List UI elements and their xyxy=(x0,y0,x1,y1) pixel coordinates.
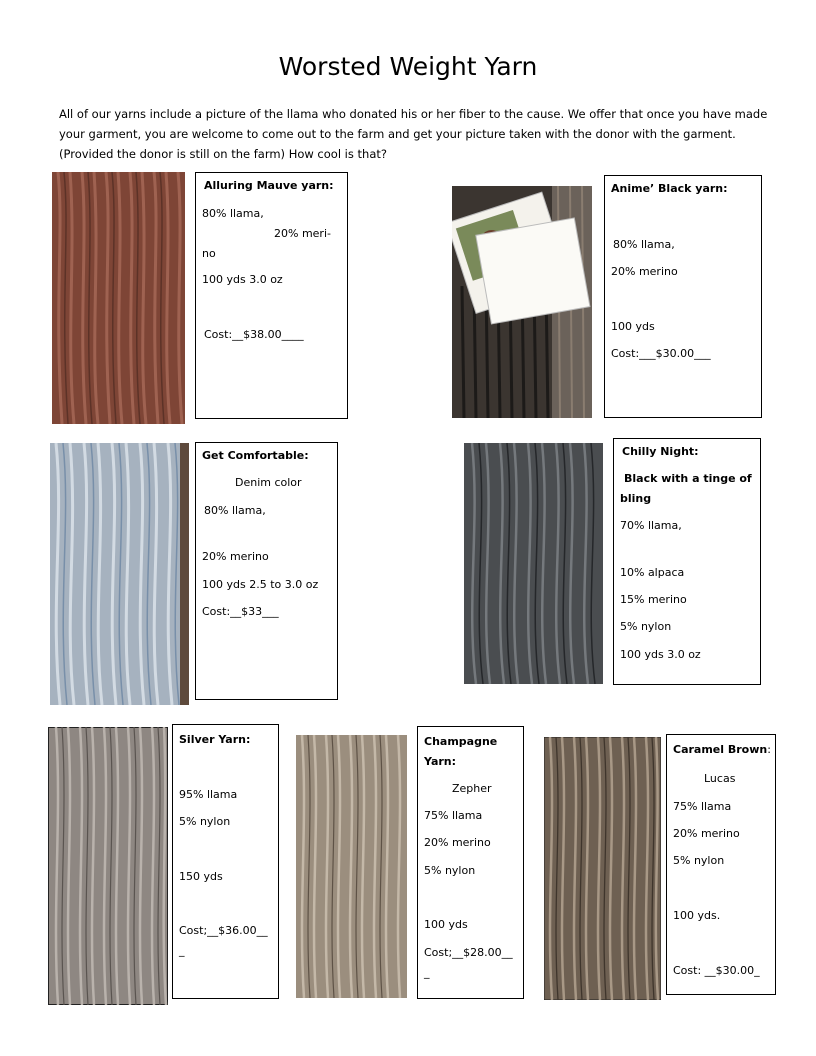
yarn-name: Chilly Night: xyxy=(622,445,699,458)
fiber-line: 20% merino xyxy=(202,550,269,563)
donor-name: Lucas xyxy=(704,772,736,785)
black-info-box xyxy=(604,175,762,418)
yarn-name-colon: : xyxy=(767,743,771,756)
fiber-line: 70% llama, xyxy=(620,519,682,532)
yardage-line: 150 yds xyxy=(179,870,223,883)
yarn-name: Alluring Mauve yarn: xyxy=(204,179,334,192)
cost-line: Cost;__$28.00__ xyxy=(424,946,513,959)
comfortable-info-box xyxy=(195,442,338,700)
mauve-info-box xyxy=(195,172,348,419)
fiber-line: 5% nylon xyxy=(179,815,231,828)
silver-yarn-photo xyxy=(48,727,168,1005)
fiber-line: 80% llama, xyxy=(613,238,675,251)
yarn-name: Get Comfortable: xyxy=(202,449,309,462)
yarn-name: Champagne xyxy=(424,735,498,748)
cost-line: Cost:__$33___ xyxy=(202,605,279,618)
cost-line: Cost:__$38.00____ xyxy=(204,328,304,341)
fiber-line: no xyxy=(202,247,216,260)
fiber-line: 5% nylon xyxy=(673,854,725,867)
fiber-line: 80% llama, xyxy=(202,207,264,220)
cost-line: Cost;__$36.00__ xyxy=(179,924,268,937)
page-title: Worsted Weight Yarn xyxy=(278,52,538,81)
fiber-line: 20% merino xyxy=(673,827,740,840)
yardage-line: 100 yds xyxy=(424,918,468,931)
cost-line: Cost: __$30.00_ xyxy=(673,964,760,977)
fiber-line: 75% llama xyxy=(424,809,483,822)
fiber-line: 20% merino xyxy=(424,836,491,849)
fiber-line: 20% meri- xyxy=(274,227,331,240)
fiber-line: 75% llama xyxy=(673,800,732,813)
fiber-line: 10% alpaca xyxy=(620,566,685,579)
cost-line-continued: _ xyxy=(179,944,185,957)
cost-line-continued: _ xyxy=(424,966,430,979)
donor-name: Zepher xyxy=(452,782,492,795)
yardage-line: 100 yds xyxy=(611,320,655,333)
fiber-line: 20% merino xyxy=(611,265,678,278)
yardage-line: 100 yds 3.0 oz xyxy=(202,273,283,286)
fiber-line: 15% merino xyxy=(620,593,687,606)
intro-paragraph: All of our yarns include a picture of the llama who donated his or her fiber to the cause. We offer that once you have made your garment, you are welcome to come out to the farm and get your picture taken with the donor with the garment. (Provided the donor is still on the farm) How cool is that? xyxy=(59,107,768,161)
fiber-line: 95% llama xyxy=(179,788,238,801)
yardage-line: 100 yds 3.0 oz xyxy=(620,648,701,661)
yarn-name: Anime’ Black yarn: xyxy=(611,182,728,195)
yardage-line: 100 yds 2.5 to 3.0 oz xyxy=(202,578,319,591)
fiber-line: 5% nylon xyxy=(620,620,672,633)
black-yarn-photo xyxy=(452,186,592,418)
silver-info-box xyxy=(172,724,279,999)
yarn-subtitle: Black with a tinge of xyxy=(624,472,752,485)
yarn-subtitle: bling xyxy=(620,492,652,505)
yarn-name-row xyxy=(673,743,771,756)
chilly-info-box xyxy=(613,438,761,685)
yarn-name-continued: Yarn: xyxy=(424,755,457,768)
color-note: Denim color xyxy=(235,476,302,489)
fiber-line: 5% nylon xyxy=(424,864,476,877)
denim-yarn-photo xyxy=(50,443,189,705)
caramel-yarn-photo xyxy=(544,737,661,1000)
fiber-line: 80% llama, xyxy=(204,504,266,517)
caramel-info-box xyxy=(666,734,776,995)
cost-line: Cost:___$30.00___ xyxy=(611,347,711,360)
yardage-line: 100 yds. xyxy=(673,909,721,922)
champagne-yarn-photo xyxy=(296,735,407,998)
yarn-name: Silver Yarn: xyxy=(179,733,251,746)
chilly-yarn-photo xyxy=(464,443,603,684)
mauve-yarn-photo xyxy=(52,172,185,424)
champagne-info-box xyxy=(417,726,524,999)
yarn-name: Caramel Brown xyxy=(673,743,768,756)
